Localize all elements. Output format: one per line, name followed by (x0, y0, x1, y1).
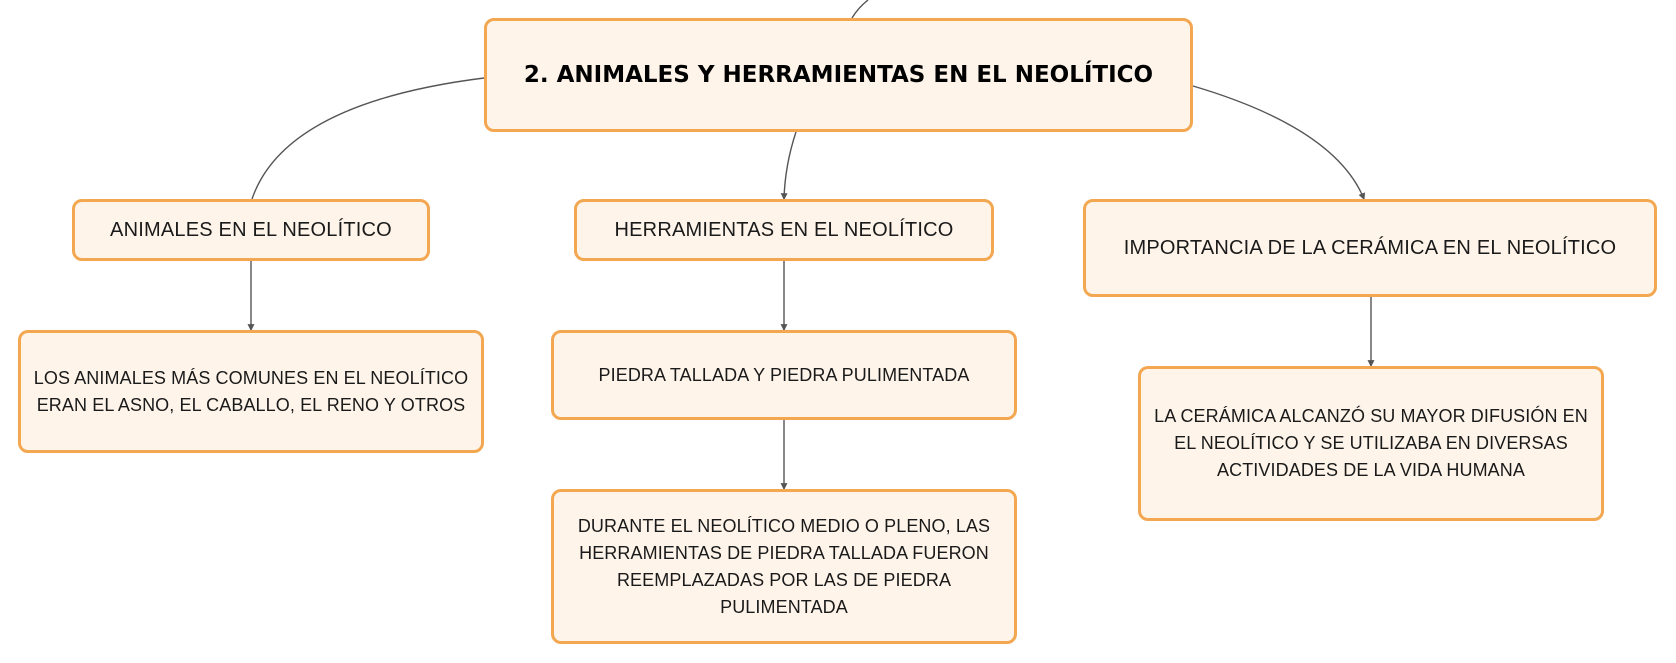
leaf-node-neolitico-medio-text: DURANTE EL NEOLÍTICO MEDIO O PLENO, LAS HERRAMIENTAS DE PIEDRA TALLADA FUERON REEMPLAZADAS POR LAS DE PIEDRA PULIMENTADA (577, 515, 991, 617)
leaf-node-animales-comunes[interactable] (18, 330, 484, 453)
leaf-node-ceramica-difusion[interactable] (1138, 366, 1604, 521)
leaf-node-neolitico-medio[interactable] (551, 489, 1017, 644)
leaf-node-piedra-tallada[interactable] (551, 330, 1017, 420)
branch-node-animales-label: ANIMALES EN EL NEOLÍTICO (110, 218, 392, 241)
root-node[interactable] (484, 18, 1193, 132)
root-node-label: 2. ANIMALES Y HERRAMIENTAS EN EL NEOLÍTICO (523, 62, 1154, 88)
leaf-node-piedra-tallada-text: PIEDRA TALLADA Y PIEDRA PULIMENTADA (598, 364, 970, 385)
branch-node-herramientas-label: HERRAMIENTAS EN EL NEOLÍTICO (614, 218, 954, 241)
edge-root-to-herramientas (784, 132, 796, 199)
leaf-node-ceramica-difusion-text: LA CERÁMICA ALCANZÓ SU MAYOR DIFUSIÓN EN EL NEOLÍTICO Y SE UTILIZABA EN DIVERSAS ACTIVIDADES DE LA VIDA HUMANA (1154, 406, 1588, 480)
branch-node-herramientas[interactable] (574, 199, 994, 261)
edge-root-to-animales (252, 78, 484, 199)
edge-parent-to-root (852, 0, 868, 18)
branch-node-ceramica[interactable] (1083, 199, 1657, 297)
branch-node-ceramica-label: IMPORTANCIA DE LA CERÁMICA EN EL NEOLÍTICO (1123, 236, 1617, 259)
branch-node-animales[interactable] (72, 199, 430, 261)
leaf-node-animales-comunes-text: LOS ANIMALES MÁS COMUNES EN EL NEOLÍTICO ERAN EL ASNO, EL CABALLO, EL RENO Y OTROS (33, 367, 469, 415)
edge-root-to-ceramica (1193, 86, 1364, 199)
